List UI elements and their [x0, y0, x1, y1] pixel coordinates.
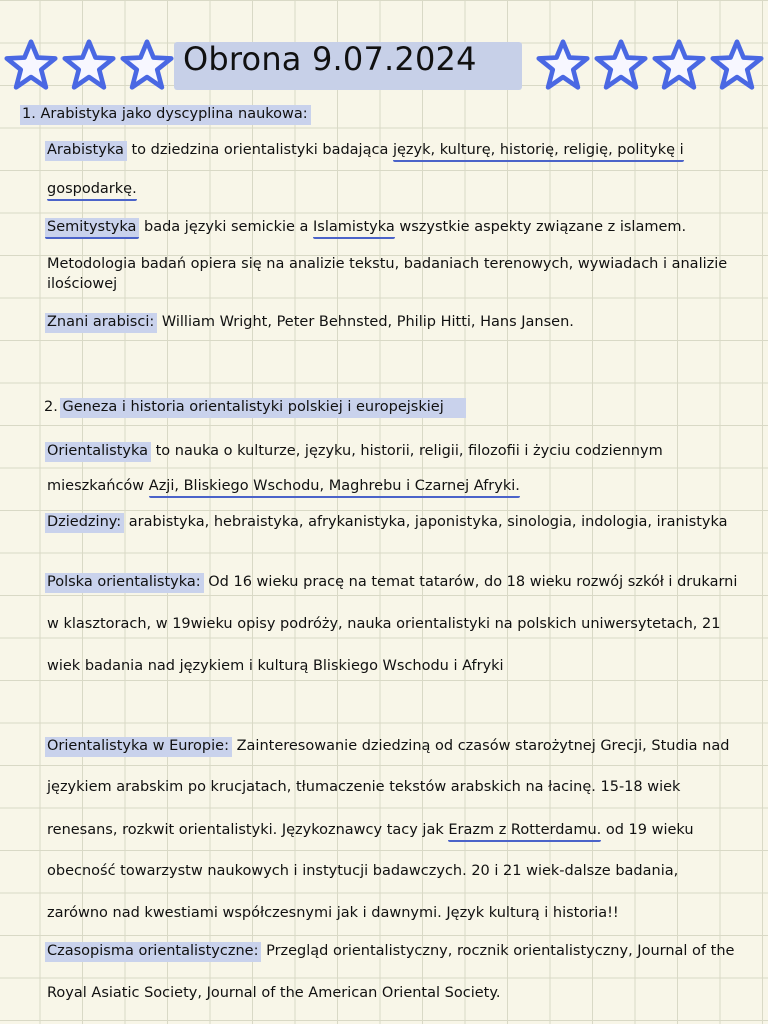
term-czasopisma: Czasopisma orientalistyczne:: [45, 942, 261, 962]
term-orientalistyka: Orientalistyka: [45, 442, 151, 462]
text: od 19 wieku: [601, 822, 694, 838]
section1-heading-text: 1. Arabistyka jako dyscyplina naukowa:: [20, 105, 311, 125]
section2-heading: [44, 397, 466, 417]
underlined-text: gospodarkę.: [47, 181, 137, 201]
text: arabistyka, hebraistyka, afrykanistyka, japonistyka, sinologia, indologia, iranistyka: [124, 514, 728, 530]
star-icon: [709, 38, 765, 92]
star-icon: [593, 38, 649, 92]
star-icon: [3, 38, 59, 92]
term-semitystyka: Semitystyka: [45, 218, 139, 239]
stars-left: [3, 38, 175, 92]
star-icon: [61, 38, 117, 92]
underlined-text: Azji, Bliskiego Wschodu, Maghrebu i Czarnej Afryki.: [149, 478, 520, 498]
section2-p4-line1: [47, 736, 729, 756]
term-orientalistyka-w-europie: Orientalistyka w Europie:: [45, 737, 232, 757]
text: to dziedzina orientalistyki badająca: [126, 142, 393, 158]
section1-p1-line2: [47, 179, 137, 199]
section2-p1-line1: [47, 441, 663, 461]
underlined-text: Erazm z Rotterdamu.: [448, 822, 601, 842]
section2-p4-line3: [47, 820, 694, 840]
section2-p2: [47, 512, 728, 532]
section2-p3-line2: w klasztorach, w 19wieku opisy podróży, nauka orientalistyki na polskich uniwersytetach, 21: [47, 616, 721, 632]
text: Od 16 wieku pracę na temat tatarów, do 18 wieku rozwój szkół i drukarni: [203, 574, 738, 590]
section1-p2: [47, 217, 686, 237]
section1-heading: [22, 104, 311, 124]
text: to nauka o kulturze, języku, historii, religii, filozofii i życiu codziennym: [151, 443, 663, 459]
text: wszystkie aspekty związane z islamem.: [394, 219, 687, 235]
section2-number: 2.: [44, 399, 58, 415]
section2-p3-line1: [47, 572, 737, 592]
section1-p3: Metodologia badań opiera się na analizie tekstu, badaniach terenowych, wywiadach i analizie ilościowej: [47, 256, 728, 292]
section2-p3-line3: wiek badania nad językiem i kulturą Bliskiego Wschodu i Afryki: [47, 658, 504, 674]
term-polska-orientalistyka: Polska orientalistyka:: [45, 573, 204, 593]
term-arabistyka: Arabistyka: [45, 141, 127, 161]
section1-p4: [47, 312, 574, 332]
section2-heading-text: Geneza i historia orientalistyki polskiej i europejskiej: [60, 398, 465, 418]
text: Zainteresowanie dziedziną od czasów starożytnej Grecji, Studia nad: [231, 738, 730, 754]
section1-p1-line1: [47, 140, 684, 160]
section2-p5-line1: [47, 941, 734, 961]
star-icon: [119, 38, 175, 92]
section2-p4-line2: językiem arabskim po krucjatach, tłumaczenie tekstów arabskich na łacinę. 15-18 wiek: [47, 779, 681, 795]
page-title: Obrona 9.07.2024: [183, 40, 477, 78]
section2-p4-line4: obecność towarzystw naukowych i instytucji badawczych. 20 i 21 wiek-dalsze badania,: [47, 863, 679, 879]
section2-p1-line2: [47, 476, 520, 496]
underlined-text: język, kulturę, historię, religię, politykę i: [393, 142, 684, 162]
star-icon: [535, 38, 591, 92]
stars-right: [535, 38, 768, 92]
text: mieszkańców: [47, 478, 149, 494]
term-dziedziny: Dziedziny:: [45, 513, 124, 533]
section2-p5-line2: Royal Asiatic Society, Journal of the American Oriental Society.: [47, 985, 501, 1001]
term-znani-arabisci: Znani arabisci:: [45, 313, 157, 333]
text: bada języki semickie a: [139, 219, 314, 235]
text: Przegląd orientalistyczny, rocznik orientalistyczny, Journal of the: [261, 943, 735, 959]
star-icon: [651, 38, 707, 92]
text: renesans, rozkwit orientalistyki. Językoznawcy tacy jak: [47, 822, 449, 838]
text: William Wright, Peter Behnsted, Philip Hitti, Hans Jansen.: [157, 314, 574, 330]
section2-p4-line5: zarówno nad kwestiami współczesnymi jak i dawnymi. Język kulturą i historia!!: [47, 905, 619, 921]
term-islamistyka: Islamistyka: [313, 219, 395, 239]
